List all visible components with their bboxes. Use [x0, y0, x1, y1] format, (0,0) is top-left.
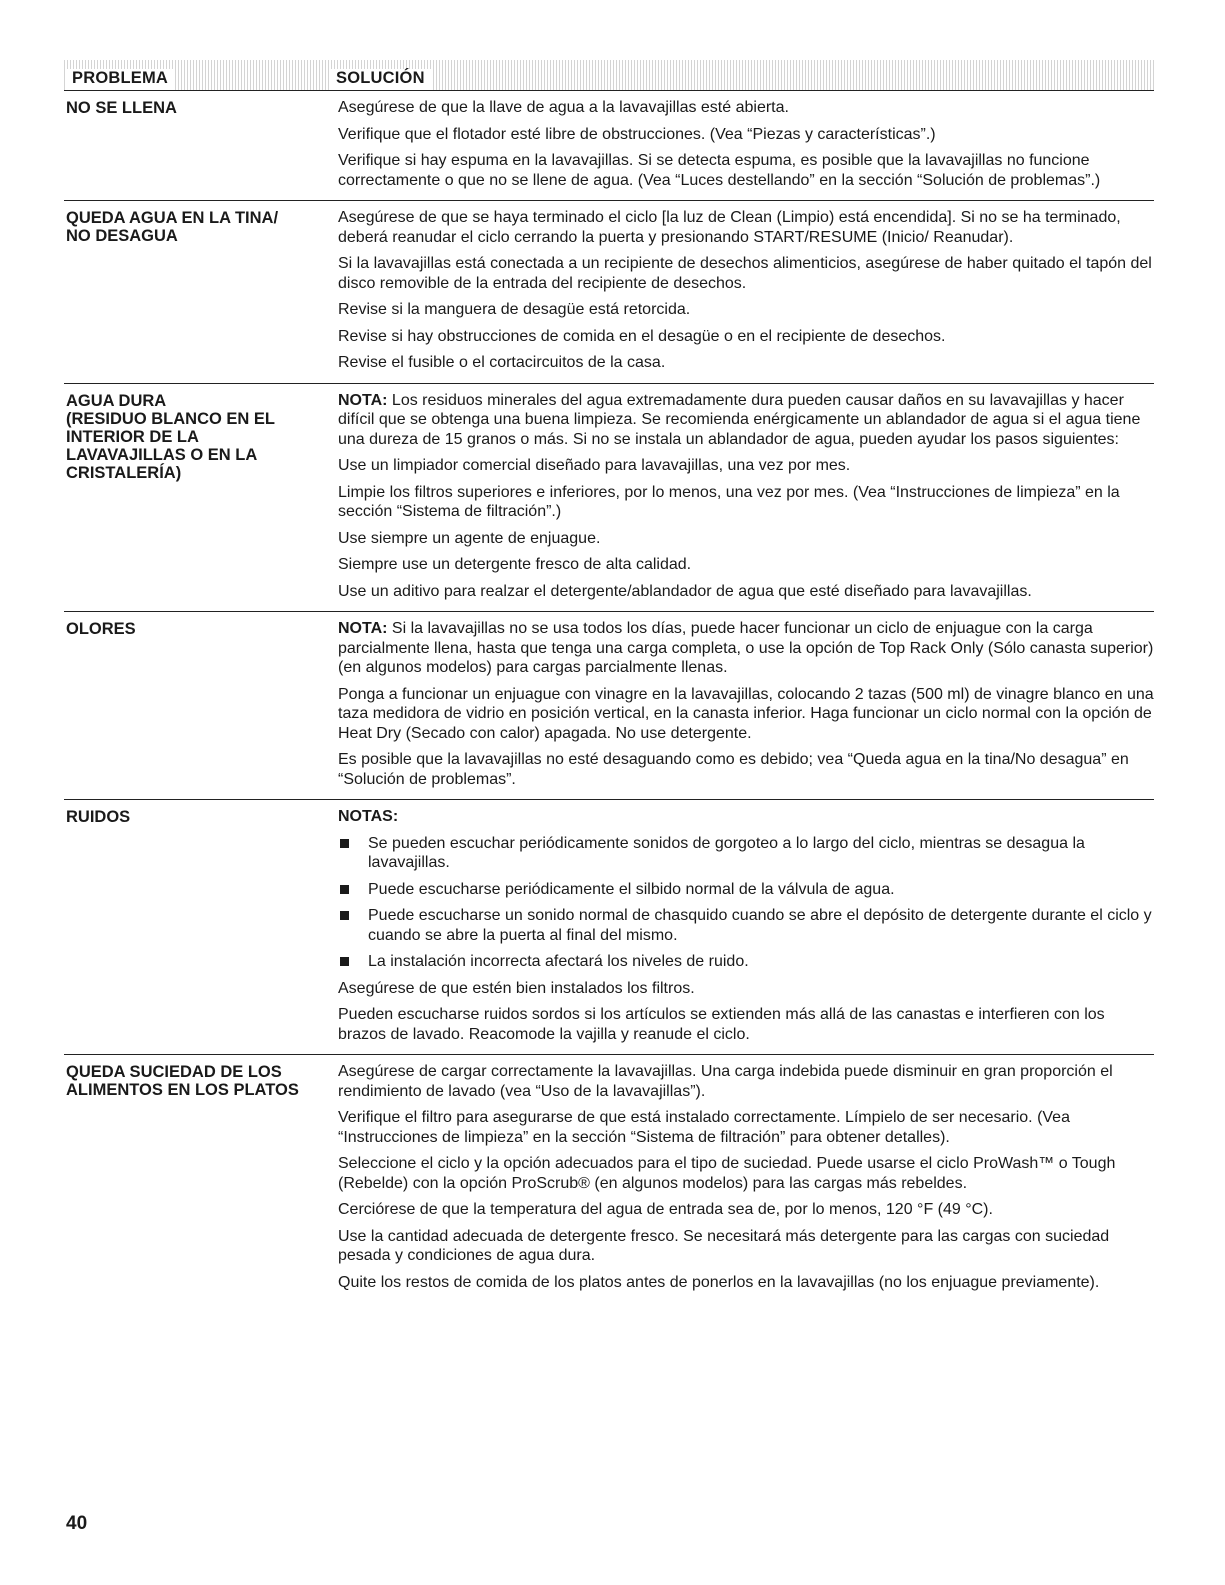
table-header [64, 60, 1154, 91]
page-number: 40 [66, 1513, 88, 1534]
solution-paragraph: Seleccione el ciclo y la opción adecuados para el tipo de suciedad. Puede usarse el ciclo ProWash™ o Tough (Rebelde) con la opción ProScrub® (en algunos modelos) para las cargas más rebeldes. [338, 1155, 1116, 1192]
problem-line: LAVAVAJILLAS O EN LA [66, 445, 258, 464]
solution-cell [338, 391, 1154, 602]
square-bullet-icon [340, 957, 349, 966]
problem-line: QUEDA SUCIEDAD DE LOS [66, 1063, 282, 1081]
problem-line: (RESIDUO BLANCO EN EL [66, 409, 276, 428]
problem-line: RUIDOS [66, 808, 131, 826]
solution-paragraph: Si la lavavajillas está conectada a un recipiente de desechos alimenticios, asegúrese de haber quitado el tapón del disco removible de la entrada del recipiente de desechos. [338, 255, 1152, 292]
table-body [64, 91, 1154, 1302]
troubleshooting-table [64, 60, 1154, 1302]
note-label: NOTA: [338, 620, 388, 637]
solution-paragraph: Asegúrese de cargar correctamente la lavavajillas. Una carga indebida puede disminuir en gran proporción el rendimiento de lavado (vea “Uso de la lavavajillas”). [338, 1063, 1113, 1100]
problem-line: NO SE LLENA [66, 99, 177, 117]
bullet-text: La instalación incorrecta afectará los niveles de ruido. [368, 953, 749, 970]
table-row [64, 91, 1154, 201]
bullet-text: Puede escucharse un sonido normal de chasquido cuando se abre el depósito de detergente durante el ciclo y cuando se abre la puerta al final del mismo. [368, 907, 1152, 944]
solution-paragraph: Pueden escucharse ruidos sordos si los artículos se extienden más allá de las canastas e interfieren con los brazos de lavado. Reacomode la vajilla y reanude el ciclo. [338, 1006, 1105, 1043]
problem-line: OLORES [66, 620, 136, 638]
table-row [64, 800, 1154, 1055]
bullet-text: Puede escucharse periódicamente el silbido normal de la válvula de agua. [368, 880, 895, 898]
solution-paragraph: Asegúrese de que la llave de agua a la lavavajillas esté abierta. [338, 99, 789, 116]
note-paragraph [338, 391, 1154, 450]
problem-cell [64, 208, 338, 373]
solution-cell [338, 619, 1154, 789]
problem-line: QUEDA AGUA EN LA TINA/ [66, 209, 279, 227]
square-bullet-icon [340, 839, 349, 848]
notes-label: NOTAS: [338, 808, 399, 825]
problem-line: INTERIOR DE LA [66, 427, 199, 446]
solution-cell [338, 208, 1154, 373]
solution-paragraph: Revise si hay obstrucciones de comida en el desagüe o en el recipiente de desechos. [338, 327, 946, 345]
problem-line: ALIMENTOS EN LOS PLATOS [66, 1081, 299, 1099]
solution-paragraph: Revise si la manguera de desagüe está retorcida. [338, 301, 691, 318]
solution-paragraph: Verifique si hay espuma en la lavavajillas. Si se detecta espuma, es posible que la lavavajillas no funcione correctamente o que no se llene de agua. (Vea “Luces destellando” en la sección “Solución de problemas”.) [338, 152, 1101, 189]
solution-paragraph: Revise el fusible o el cortacircuitos de la casa. [338, 354, 666, 371]
note-label: NOTA: [338, 391, 388, 409]
table-row [64, 1055, 1154, 1302]
problem-cell [64, 619, 338, 789]
bullet-text: Se pueden escuchar periódicamente sonidos de gorgoteo a lo largo del ciclo, mientras se desagua la lavavajillas. [368, 834, 1085, 871]
square-bullet-icon [340, 885, 349, 894]
bullet-item [338, 880, 1154, 900]
solution-paragraph: Siempre use un detergente fresco de alta calidad. [338, 556, 692, 573]
bullet-item [338, 952, 1154, 972]
solution-cell [338, 1062, 1154, 1292]
solution-paragraph: Use un limpiador comercial diseñado para lavavajillas, una vez por mes. [338, 457, 851, 474]
solution-paragraph: Verifique el filtro para asegurarse de que está instalado correctamente. Límpielo de ser necesario. (Vea “Instrucciones de limpieza” en la sección “Sistema de filtración” para obtener detalles). [338, 1109, 1070, 1146]
table-row [64, 384, 1154, 613]
solution-paragraph: Limpie los filtros superiores e inferiores, por lo menos, una vez por mes. (Vea “Instrucciones de limpieza” en la sección “Sistema de filtración”.) [338, 483, 1120, 520]
problem-cell [64, 1062, 338, 1292]
table-row [64, 201, 1154, 384]
solution-paragraph: Verifique que el flotador esté libre de obstrucciones. (Vea “Piezas y características”.) [338, 125, 936, 143]
solution-cell [338, 807, 1154, 1044]
solution-paragraph: Cerciórese de que la temperatura del agua de entrada sea de, por lo menos, 120 °F (49 °C). [338, 1201, 993, 1218]
problem-cell [64, 807, 338, 1044]
solution-cell [338, 98, 1154, 190]
solution-paragraph: Asegúrese de que se haya terminado el ciclo [la luz de Clean (Limpio) está encendida]. Si no se ha terminado, deberá reanudar el ciclo cerrando la puerta y presionando START/RESUME (Inicio/ Reanudar). [338, 209, 1121, 246]
solution-paragraph: Use la cantidad adecuada de detergente fresco. Se necesitará más detergente para las cargas con suciedad pesada y condiciones de agua dura. [338, 1227, 1110, 1264]
square-bullet-icon [340, 911, 349, 920]
note-text: Si la lavavajillas no se usa todos los días, puede hacer funcionar un ciclo de enjuague con la carga parcialmente llena, hasta que tenga una carga completa, o use la opción de Top Rack Only (Sólo canasta superior) (en algunos modelos) para cargas parcialmente llenas. [338, 620, 1154, 676]
header-solution: SOLUCIÓN [330, 69, 431, 90]
solution-paragraph: Ponga a funcionar un enjuague con vinagre en la lavavajillas, colocando 2 tazas (500 ml) de vinagre blanco en una taza medidora de vidrio en posición vertical, en la canasta inferior. Haga funcionar un ciclo normal con la opción de Heat Dry (Secado con calor) apagada. No use detergente. [338, 685, 1154, 742]
notes-heading [338, 807, 1154, 827]
solution-paragraph: Use un aditivo para realzar el detergente/ablandador de agua que esté diseñado para lavavajillas. [338, 582, 1032, 600]
bullet-item [338, 906, 1154, 945]
table-row [64, 612, 1154, 800]
note-text: Los residuos minerales del agua extremadamente dura pueden causar daños en su lavavajillas y hacer difícil que se obtenga una buena limpieza. Se recomienda enérgicamente un ablandador de agua si el agua tiene una dureza de 15 granos o más. Si no se instala un ablandador de agua, pueden ayudar los pasos siguientes: [338, 391, 1141, 448]
problem-cell [64, 98, 338, 190]
problem-line: NO DESAGUA [66, 227, 178, 245]
bullet-list [338, 834, 1154, 972]
problem-line: CRISTALERÍA) [66, 463, 182, 482]
header-problem: PROBLEMA [66, 69, 174, 90]
solution-paragraph: Es posible que la lavavajillas no esté desaguando como es debido; vea “Queda agua en la tina/No desagua” en “Solución de problemas”. [338, 751, 1129, 788]
note-paragraph [338, 619, 1154, 678]
solution-paragraph: Use siempre un agente de enjuague. [338, 529, 601, 547]
problem-line: AGUA DURA [66, 391, 167, 410]
solution-paragraph: Quite los restos de comida de los platos antes de ponerlos en la lavavajillas (no los enjuague previamente). [338, 1273, 1100, 1291]
bullet-item [338, 834, 1154, 873]
solution-paragraph: Asegúrese de que estén bien instalados los filtros. [338, 979, 695, 997]
problem-cell [64, 391, 338, 602]
